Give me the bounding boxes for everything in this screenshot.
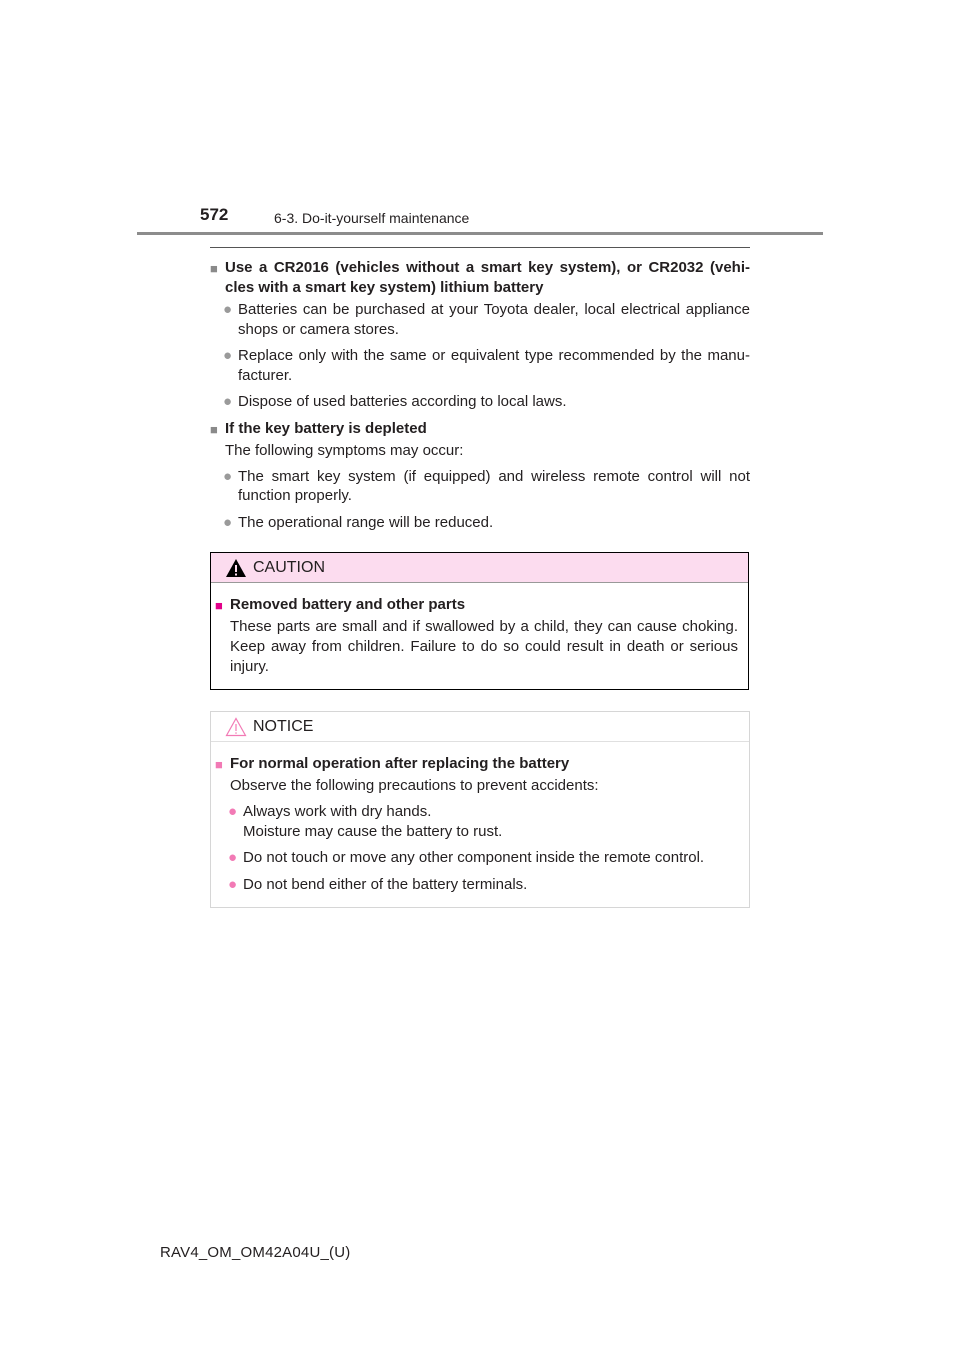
section-heading xyxy=(210,419,750,439)
round-bullet-icon: ● xyxy=(223,301,233,318)
round-bullet-icon: ● xyxy=(223,393,233,410)
caution-header xyxy=(211,553,748,583)
caution-text: These parts are small and if swallowed by a child, they can cause choking. Keep away from children. Failure to do so could result in death or serious injury. xyxy=(230,618,738,675)
notice-heading xyxy=(215,754,739,774)
heading-text: Removed battery and other parts xyxy=(230,596,466,613)
round-bullet-icon: ● xyxy=(228,803,238,820)
section-intro: The following symptoms may occur: xyxy=(225,441,464,459)
page-number: 572 xyxy=(200,205,229,224)
list-item-subtext: Moisture may cause the battery to rust. xyxy=(243,822,503,840)
main-content xyxy=(210,258,750,539)
round-bullet-icon: ● xyxy=(223,513,233,531)
round-bullet-icon: ● xyxy=(228,875,238,893)
square-bullet-icon: ■ xyxy=(215,598,223,613)
square-bullet-icon: ■ xyxy=(215,757,223,772)
list-item xyxy=(210,392,750,412)
notice-box xyxy=(210,711,750,908)
section-title: 6-3. Do-it-yourself maintenance xyxy=(274,210,470,226)
list-item-text: Replace only with the same or equivalent type recommended by the manu- facturer. xyxy=(238,347,750,384)
list-item xyxy=(215,875,739,895)
square-bullet-icon: ■ xyxy=(210,421,218,437)
header-rule xyxy=(137,232,823,235)
section-heading xyxy=(210,258,750,298)
list-item xyxy=(215,848,739,868)
square-bullet-icon: ■ xyxy=(210,261,218,276)
heading-text: If the key battery is depleted xyxy=(225,419,427,437)
list-item xyxy=(210,467,750,506)
caution-label: CAUTION xyxy=(253,559,325,576)
list-item xyxy=(215,802,739,841)
list-item-text: The smart key system (if equipped) and wireless remote control will not function properly. xyxy=(238,467,750,504)
caution-body xyxy=(211,583,748,677)
warning-triangle-icon xyxy=(225,558,247,578)
notice-intro: Observe the following precautions to prevent accidents: xyxy=(230,777,599,794)
list-item xyxy=(210,300,750,339)
document-code: RAV4_OM_OM42A04U_(U) xyxy=(160,1244,351,1261)
warning-triangle-outline-icon xyxy=(225,717,247,737)
round-bullet-icon: ● xyxy=(223,347,233,364)
list-item-text: Batteries can be purchased at your Toyota dealer, local electrical appliance shops or camera stores. xyxy=(238,301,750,338)
notice-label: NOTICE xyxy=(253,718,314,735)
caution-box xyxy=(210,552,749,690)
round-bullet-icon: ● xyxy=(228,849,238,866)
list-item-text: Do not touch or move any other component inside the remote control. xyxy=(243,849,705,866)
list-item-text: Always work with dry hands. xyxy=(243,803,432,820)
list-item-text: Dispose of used batteries according to local laws. xyxy=(238,393,567,410)
notice-header xyxy=(211,712,749,742)
caution-heading xyxy=(215,595,738,615)
list-item-text: Do not bend either of the battery terminals. xyxy=(243,875,528,893)
heading-text: For normal operation after replacing the battery xyxy=(230,755,570,772)
list-item xyxy=(210,346,750,385)
heading-text: Use a CR2016 (vehicles without a smart key system), or CR2032 (vehi- cles with a smart key system) lithium battery xyxy=(225,259,750,296)
notice-body xyxy=(211,742,749,894)
round-bullet-icon: ● xyxy=(223,467,233,485)
list-item-text: The operational range will be reduced. xyxy=(238,513,494,531)
list-item xyxy=(210,513,750,533)
content-rule xyxy=(210,247,750,248)
